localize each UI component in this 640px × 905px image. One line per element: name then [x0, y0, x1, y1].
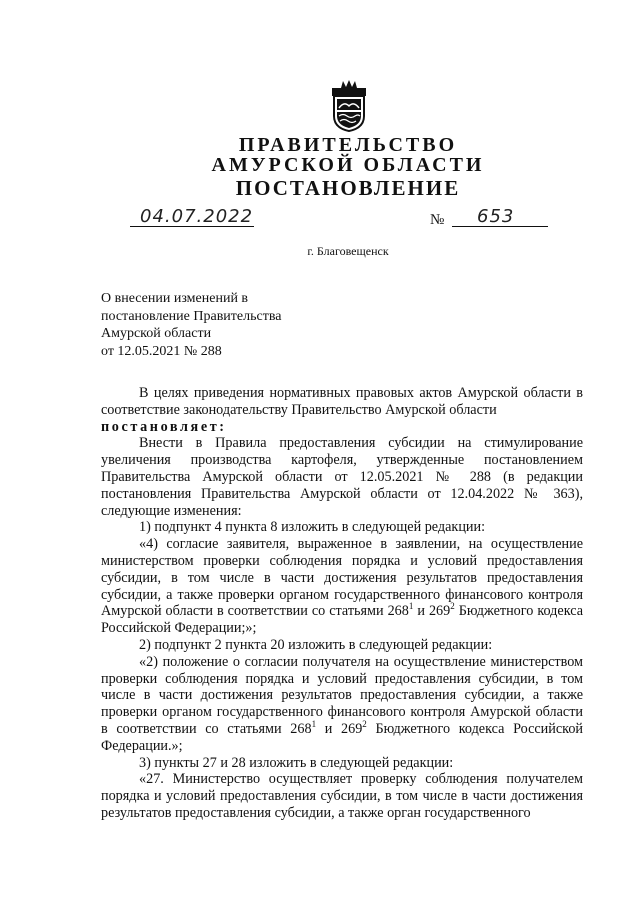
subject-line: Амурской области [101, 326, 212, 341]
document-type-title: ПОСТАНОВЛЕНИЕ [235, 176, 461, 200]
amendment-intro-paragraph: Внести в Правила предоставления субсидии на стимулирование увеличения производства картофеля, утвержденные постановлением Правительства Амурской области от 12.05.2021 № 288 (в редакции постановления Правительства Амурской области от 12.04.2022 № 363), следующие изменения: [101, 435, 583, 519]
number-sign: № [430, 212, 445, 228]
subject-line: от 12.05.2021 № 288 [101, 343, 222, 359]
item-3-heading: 3) пункты 27 и 28 изложить в следующей редакции: [139, 754, 454, 771]
item-2-text: «2) положение о согласии получателя на осуществление министерством проверки соблюдения порядка и условий предоставления субсидии, в том числе в части достижения результатов предоставления субсидии, а также проверки органом государственного финансового контроля Амурской области в соответствии со статьями $268^1$ и $269^2$ Бюджетного кодекса Российской Федерации.»; [101, 653, 584, 754]
amur-region-coat-of-arms-icon [328, 78, 370, 132]
item-2-heading: 2) подпункт 2 пункта 20 изложить в следующей редакции: [139, 636, 493, 653]
document-number: 653 [477, 206, 515, 227]
item-1-text: «4) согласие заявителя, выраженное в заявлении, на осуществление министерством проверки соблюдения порядка и условий предоставления субсидии, в том числе в части достижения результатов предоставления субсидии, а также проверки органом государственного финансового контроля Амурской области в соответствии со статьями $268^1$ и $269^2$ Бюджетного кодекса Российской Федерации;»; [101, 536, 584, 637]
organization-name-line2: АМУРСКОЙ ОБЛАСТИ [211, 154, 485, 176]
document-date: 04.07.2022 [140, 206, 254, 227]
subject-line: О внесении изменений в [101, 291, 249, 306]
item-3-text: «27. Министерство осуществляет проверку соблюдения получателем порядка и условий предоставления субсидии, в том числе в части достижения результатов предоставления субсидии, а также орган государственного [101, 771, 583, 821]
document-body [101, 385, 583, 822]
number-underline [452, 226, 548, 227]
city-name: г. Благовещенск [307, 244, 389, 258]
decree-keyword: постановляет: [101, 418, 227, 435]
subject-line: постановление Правительства [101, 308, 282, 324]
preamble-paragraph: В целях приведения нормативных правовых актов Амурской области в соответствие законодательству Правительство Амурской области [101, 385, 583, 418]
item-1-heading: 1) подпункт 4 пункта 8 изложить в следующей редакции: [139, 519, 486, 536]
date-underline [130, 226, 254, 227]
organization-name-line1: ПРАВИТЕЛЬСТВО [238, 134, 458, 156]
document-subject [101, 290, 321, 360]
